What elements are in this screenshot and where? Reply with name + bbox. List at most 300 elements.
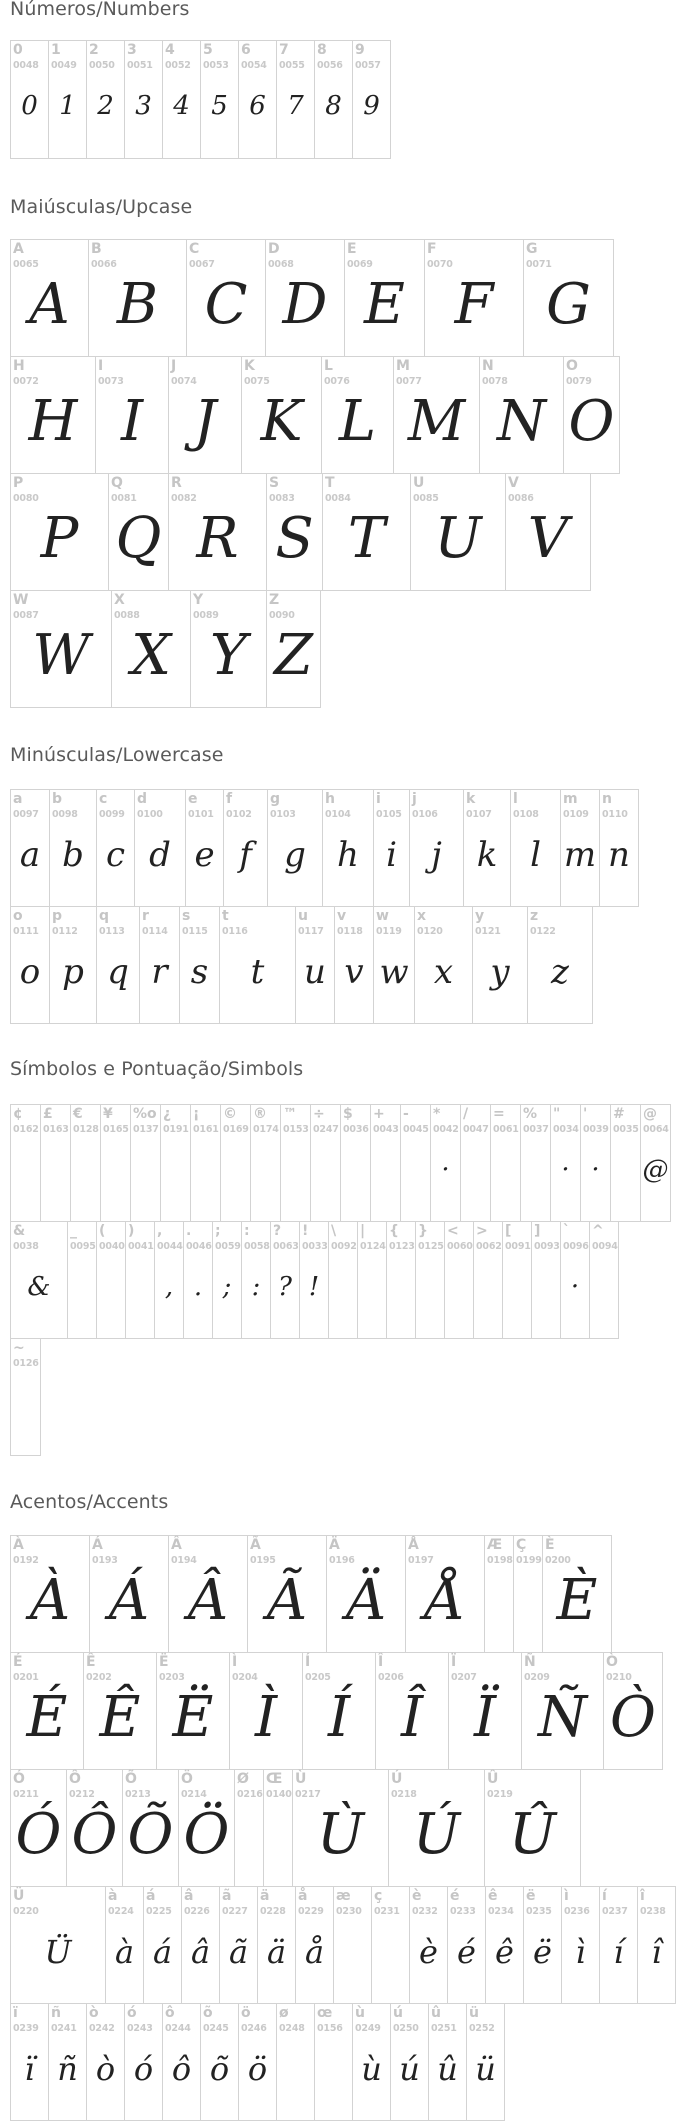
- glyph-sample: Ú: [412, 1802, 461, 1867]
- glyph-cell: [314, 40, 353, 159]
- glyph-char-label: €: [73, 1106, 83, 1122]
- glyph-char-label: a: [13, 791, 23, 807]
- glyph-char-label: f: [226, 791, 233, 807]
- glyph-char-label: ÷: [313, 1106, 325, 1122]
- glyph-char-label: *: [433, 1106, 441, 1122]
- glyph-sample: N: [497, 389, 546, 454]
- glyph-char-label: ê: [488, 1888, 498, 1904]
- glyph-code-label: 0098: [52, 809, 78, 820]
- glyph-cell: [276, 40, 315, 159]
- glyph-char-label: å: [298, 1888, 308, 1904]
- glyph-code-label: 0049: [51, 60, 77, 71]
- glyph-char-label: _: [70, 1223, 77, 1239]
- glyph-row: [10, 2004, 676, 2121]
- glyph-cell: [267, 789, 323, 907]
- glyph-char-label: n: [602, 791, 612, 807]
- glyph-char-label: Æ: [487, 1537, 503, 1553]
- glyph-char-label: À: [13, 1537, 24, 1553]
- glyph-sample: f: [239, 835, 252, 875]
- glyph-code-label: 0251: [431, 2023, 457, 2034]
- glyph-char-label: |: [360, 1223, 366, 1239]
- glyph-sample: á: [152, 1933, 173, 1971]
- glyph-char-label: 6: [241, 42, 251, 58]
- glyph-sample: q: [107, 952, 129, 992]
- glyph-cell: [563, 356, 620, 474]
- glyph-code-label: 0230: [336, 1906, 362, 1917]
- glyph-char-label: [: [505, 1223, 512, 1239]
- glyph-cell: [125, 1221, 155, 1339]
- glyph-code-label: 0220: [13, 1906, 39, 1917]
- glyph-char-label: 7: [279, 42, 289, 58]
- glyph-code-label: 0104: [325, 809, 351, 820]
- glyph-cell: [310, 1104, 341, 1222]
- glyph-sample: Ê: [99, 1685, 141, 1750]
- glyph-cell: [185, 789, 224, 907]
- glyph-code-label: 0211: [13, 1789, 39, 1800]
- glyph-sample: o: [19, 952, 41, 992]
- glyph-char-label: à: [108, 1888, 118, 1904]
- glyph-sample: p: [62, 952, 84, 992]
- glyph-char-label: (: [99, 1223, 106, 1239]
- glyph-sample: 4: [173, 91, 190, 121]
- glyph-sample: I: [120, 389, 144, 454]
- glyph-cell: [223, 789, 268, 907]
- glyph-sample: x: [433, 952, 454, 992]
- glyph-sample: M: [407, 389, 466, 454]
- glyph-char-label: I: [98, 358, 104, 374]
- glyph-code-label: 0231: [374, 1906, 400, 1917]
- glyph-cell: [344, 239, 425, 357]
- glyph-cell: [333, 1886, 372, 2004]
- glyph-cell: [513, 1535, 543, 1653]
- glyph-code-label: 0210: [606, 1672, 632, 1683]
- glyph-cell: [66, 1769, 123, 1887]
- glyph-sample: s: [190, 952, 209, 992]
- glyph-cell: [162, 40, 201, 159]
- glyph-code-label: 0216: [237, 1789, 263, 1800]
- glyph-sample: Å: [424, 1568, 466, 1633]
- glyph-cell: [122, 1769, 179, 1887]
- glyph-code-label: 0194: [171, 1555, 197, 1566]
- glyph-char-label: U: [413, 475, 425, 491]
- glyph-code-label: 0112: [52, 926, 78, 937]
- glyph-char-label: ö: [241, 2005, 251, 2021]
- glyph-cell: [280, 1104, 311, 1222]
- glyph-cell: [247, 1535, 327, 1653]
- glyph-row: [10, 1653, 676, 1770]
- glyph-cell: [10, 1652, 84, 1770]
- glyph-char-label: 1: [51, 42, 61, 58]
- glyph-char-label: ~: [13, 1340, 25, 1356]
- glyph-code-label: 0075: [244, 376, 270, 387]
- glyph-sample: R: [196, 506, 239, 571]
- glyph-code-label: 0092: [331, 1241, 357, 1252]
- glyph-sample: X: [131, 623, 171, 688]
- glyph-sample: ê: [495, 1933, 514, 1971]
- glyph-char-label: w: [376, 908, 389, 924]
- glyph-code-label: 0086: [508, 493, 534, 504]
- glyph-sample: ä: [266, 1933, 287, 1971]
- glyph-sample: T: [347, 506, 386, 571]
- glyph-cell: [130, 1104, 161, 1222]
- glyph-cell: [479, 356, 564, 474]
- glyph-char-label: ©: [223, 1106, 237, 1122]
- glyph-sample: ·: [591, 1155, 600, 1185]
- glyph-cell: [257, 1886, 296, 2004]
- glyph-code-label: 0097: [13, 809, 39, 820]
- glyph-sample: B: [116, 272, 159, 337]
- glyph-sample: 0: [21, 91, 38, 121]
- glyph-cell: [219, 906, 296, 1024]
- glyph-cell: [352, 40, 391, 159]
- glyph-cell: [490, 1104, 521, 1222]
- glyph-code-label: 0249: [355, 2023, 381, 2034]
- glyph-char-label: Í: [305, 1654, 311, 1670]
- glyph-char-label: ô: [165, 2005, 175, 2021]
- glyph-code-label: 0198: [487, 1555, 513, 1566]
- glyph-char-label: q: [99, 908, 110, 924]
- section-title-lowercase: Minúsculas/Lowercase: [10, 744, 224, 766]
- glyph-sample: Z: [274, 623, 313, 688]
- glyph-code-label: 0063: [273, 1241, 299, 1252]
- glyph-row: [10, 1339, 671, 1456]
- glyph-code-label: 0247: [313, 1124, 339, 1135]
- glyph-char-label: R: [171, 475, 182, 491]
- glyph-cell: [83, 1652, 157, 1770]
- glyph-cell: [105, 1886, 144, 2004]
- glyph-sample: 5: [211, 91, 228, 121]
- glyph-code-label: 0174: [253, 1124, 279, 1135]
- glyph-code-label: 0126: [13, 1358, 39, 1369]
- glyph-code-label: 0161: [193, 1124, 219, 1135]
- glyph-code-label: 0196: [329, 1555, 355, 1566]
- glyph-char-label: ;: [215, 1223, 221, 1239]
- glyph-cell: [322, 789, 374, 907]
- glyph-char-label: ": [553, 1106, 561, 1122]
- glyph-code-label: 0236: [564, 1906, 590, 1917]
- glyph-code-label: 0252: [469, 2023, 495, 2034]
- glyph-code-label: 0239: [13, 2023, 39, 2034]
- glyph-cell: [70, 1104, 101, 1222]
- glyph-code-label: 0156: [317, 2023, 343, 2034]
- glyph-char-label: 4: [165, 42, 175, 58]
- glyph-sample: 3: [135, 91, 152, 121]
- glyph-char-label: ¡: [193, 1106, 200, 1122]
- glyph-code-label: 0077: [396, 376, 422, 387]
- glyph-code-label: 0071: [526, 259, 552, 270]
- glyph-code-label: 0124: [360, 1241, 386, 1252]
- glyph-char-label: ™: [283, 1106, 297, 1122]
- glyph-sample: É: [26, 1685, 68, 1750]
- glyph-char-label: Ù: [295, 1771, 307, 1787]
- glyph-code-label: 0110: [602, 809, 628, 820]
- glyph-char-label: ^: [592, 1223, 604, 1239]
- glyph-char-label: j: [412, 791, 417, 807]
- glyph-cell: [340, 1104, 371, 1222]
- glyph-cell: [375, 1652, 449, 1770]
- glyph-cell: [485, 1886, 524, 2004]
- glyph-cell: [473, 1221, 503, 1339]
- glyph-sample: ü: [475, 2050, 496, 2088]
- glyph-code-label: 0093: [534, 1241, 560, 1252]
- glyph-char-label: Ë: [159, 1654, 169, 1670]
- glyph-cell: [393, 356, 480, 474]
- glyph-code-label: 0197: [408, 1555, 434, 1566]
- glyph-char-label: Z: [269, 592, 280, 608]
- glyph-char-label: Å: [408, 1537, 419, 1553]
- glyph-char-label: è: [412, 1888, 422, 1904]
- glyph-cell: [186, 239, 266, 357]
- glyph-char-label: D: [268, 241, 280, 257]
- glyph-char-label: v: [337, 908, 347, 924]
- glyph-row: [10, 789, 639, 907]
- glyph-char-label: Ç: [516, 1537, 527, 1553]
- glyph-char-label: %o: [133, 1106, 157, 1122]
- glyph-code-label: 0244: [165, 2023, 191, 2034]
- glyph-sample: é: [457, 1933, 476, 1971]
- glyph-sample: v: [344, 952, 364, 992]
- glyph-char-label: C: [189, 241, 200, 257]
- glyph-char-label: ¥: [103, 1106, 113, 1122]
- glyph-cell: [154, 1221, 184, 1339]
- glyph-sample: W: [32, 623, 90, 688]
- glyph-char-label: ?: [273, 1223, 282, 1239]
- glyph-cell: [10, 1886, 106, 2004]
- glyph-code-label: 0060: [447, 1241, 473, 1252]
- glyph-char-label: e: [188, 791, 198, 807]
- glyph-sample: à: [114, 1933, 135, 1971]
- glyph-code-label: 0114: [142, 926, 168, 937]
- glyph-row: [10, 357, 620, 474]
- glyph-code-label: 0200: [545, 1555, 571, 1566]
- glyph-cell: [542, 1535, 612, 1653]
- glyph-code-label: 0125: [418, 1241, 444, 1252]
- glyph-sample: û: [437, 2050, 458, 2088]
- glyph-sample: Ì: [254, 1685, 278, 1750]
- glyph-sample: j: [431, 835, 442, 875]
- glyph-code-label: 0218: [391, 1789, 417, 1800]
- glyph-cell: [415, 1221, 445, 1339]
- glyph-cell: [162, 2003, 201, 2121]
- glyph-cell: [373, 789, 410, 907]
- glyph-cell: [10, 590, 112, 708]
- glyph-cell: [88, 239, 187, 357]
- symbols-grid: [10, 1104, 671, 1456]
- glyph-sample: u: [304, 952, 326, 992]
- glyph-char-label: Û: [487, 1771, 499, 1787]
- glyph-code-label: 0061: [493, 1124, 519, 1135]
- glyph-char-label: }: [418, 1223, 428, 1239]
- glyph-code-label: 0243: [127, 2023, 153, 2034]
- glyph-sample: ,: [164, 1272, 174, 1302]
- glyph-code-label: 0250: [393, 2023, 419, 2034]
- glyph-cell: [178, 1769, 235, 1887]
- glyph-cell: [10, 1338, 41, 1456]
- glyph-code-label: 0090: [269, 610, 295, 621]
- glyph-code-label: 0066: [91, 259, 117, 270]
- glyph-char-label: T: [325, 475, 335, 491]
- glyph-char-label: k: [466, 791, 476, 807]
- glyph-cell: [326, 1535, 406, 1653]
- glyph-char-label: ù: [355, 2005, 365, 2021]
- glyph-cell: [314, 2003, 353, 2121]
- glyph-cell: [523, 239, 614, 357]
- glyph-sample: Â: [187, 1568, 229, 1633]
- glyph-char-label: Õ: [125, 1771, 137, 1787]
- glyph-cell: [444, 1221, 474, 1339]
- glyph-code-label: 0057: [355, 60, 381, 71]
- glyph-char-label: í: [602, 1888, 607, 1904]
- glyph-char-label: õ: [203, 2005, 213, 2021]
- glyph-sample: è: [419, 1933, 438, 1971]
- section-title-accents: Acentos/Accents: [10, 1491, 169, 1513]
- glyph-code-label: 0081: [111, 493, 137, 504]
- glyph-cell: [229, 1652, 303, 1770]
- glyph-code-label: 0042: [433, 1124, 459, 1135]
- glyph-sample: l: [530, 835, 541, 875]
- glyph-cell: [100, 1104, 131, 1222]
- glyph-sample: k: [476, 835, 498, 875]
- glyph-cell: [610, 1104, 641, 1222]
- glyph-code-label: 0195: [250, 1555, 276, 1566]
- glyph-char-label: È: [545, 1537, 555, 1553]
- glyph-char-label: J: [171, 358, 177, 374]
- glyph-sample: m: [563, 835, 597, 875]
- glyph-code-label: 0108: [513, 809, 539, 820]
- glyph-cell: [388, 1769, 485, 1887]
- glyph-char-label: £: [43, 1106, 53, 1122]
- glyph-code-label: 0120: [417, 926, 443, 937]
- glyph-cell: [10, 473, 109, 591]
- glyph-code-label: 0083: [269, 493, 295, 504]
- glyph-cell: [108, 473, 169, 591]
- glyph-char-label: 5: [203, 42, 213, 58]
- glyph-row: [10, 1887, 676, 2004]
- glyph-sample: Q: [115, 506, 162, 571]
- glyph-cell: [190, 1104, 221, 1222]
- glyph-code-label: 0055: [279, 60, 305, 71]
- glyph-char-label: y: [475, 908, 485, 924]
- glyph-sample: Ä: [345, 1568, 387, 1633]
- glyph-sample: y: [490, 952, 510, 992]
- glyph-code-label: 0111: [13, 926, 39, 937]
- glyph-char-label: G: [526, 241, 538, 257]
- glyph-code-label: 0234: [488, 1906, 514, 1917]
- lowercase-grid: [10, 789, 639, 1024]
- glyph-sample: 2: [97, 91, 114, 121]
- glyph-cell: [357, 1221, 387, 1339]
- glyph-sample: â: [190, 1933, 211, 1971]
- glyph-cell: [371, 1886, 410, 2004]
- glyph-cell: [111, 590, 191, 708]
- glyph-cell: [589, 1221, 619, 1339]
- glyph-cell: [263, 1769, 293, 1887]
- glyph-char-label: ¢: [13, 1106, 23, 1122]
- glyph-cell: [405, 1535, 485, 1653]
- glyph-cell: [484, 1535, 514, 1653]
- glyph-sample: Î: [400, 1685, 424, 1750]
- glyph-code-label: 0118: [337, 926, 363, 937]
- glyph-sample: î: [651, 1933, 662, 1971]
- glyph-char-label: l: [513, 791, 518, 807]
- glyph-char-label: ': [583, 1106, 588, 1122]
- section-title-numbers: Números/Numbers: [10, 0, 190, 20]
- glyph-code-label: 0053: [203, 60, 229, 71]
- glyph-code-label: 0242: [89, 2023, 115, 2034]
- glyph-code-label: 0229: [298, 1906, 324, 1917]
- glyph-char-label: X: [114, 592, 125, 608]
- glyph-cell: [321, 356, 394, 474]
- glyph-cell: [10, 356, 96, 474]
- glyph-code-label: 0102: [226, 809, 252, 820]
- glyph-char-label: 2: [89, 42, 99, 58]
- glyph-char-label: r: [142, 908, 149, 924]
- glyph-sample: ì: [575, 1933, 586, 1971]
- glyph-sample: ·: [561, 1155, 570, 1185]
- glyph-cell: [599, 789, 639, 907]
- glyph-sample: ;: [222, 1272, 232, 1302]
- glyph-cell: [48, 2003, 87, 2121]
- glyph-cell: [295, 1886, 334, 2004]
- glyph-char-label: p: [52, 908, 63, 924]
- glyph-cell: [266, 590, 321, 708]
- glyph-char-label: Ê: [86, 1654, 96, 1670]
- glyph-cell: [430, 1104, 461, 1222]
- glyph-sample: c: [105, 835, 126, 875]
- glyph-sample: 8: [325, 91, 342, 121]
- glyph-code-label: 0137: [133, 1124, 159, 1135]
- glyph-char-label: `: [563, 1223, 570, 1239]
- glyph-sample: ñ: [57, 2050, 78, 2088]
- glyph-row: [10, 239, 620, 357]
- glyph-char-label: Ö: [181, 1771, 193, 1787]
- glyph-char-label: Ú: [391, 1771, 403, 1787]
- glyph-code-label: 0202: [86, 1672, 112, 1683]
- glyph-char-label: æ: [336, 1888, 351, 1904]
- glyph-row: [10, 907, 639, 1024]
- glyph-code-label: 0038: [13, 1241, 39, 1252]
- glyph-char-label: 9: [355, 42, 365, 58]
- glyph-cell: [599, 1886, 638, 2004]
- glyph-char-label: û: [431, 2005, 441, 2021]
- glyph-char-label: m: [563, 791, 578, 807]
- glyph-char-label: Ü: [13, 1888, 25, 1904]
- glyph-cell: [10, 40, 49, 159]
- glyph-sample: í: [613, 1933, 624, 1971]
- glyph-row: [10, 1222, 671, 1339]
- glyph-code-label: 0193: [92, 1555, 118, 1566]
- glyph-char-label: :: [244, 1223, 250, 1239]
- glyph-sample: A: [29, 272, 70, 337]
- glyph-char-label: o: [13, 908, 23, 924]
- glyph-sample: ù: [361, 2050, 382, 2088]
- glyph-code-label: 0103: [270, 809, 296, 820]
- glyph-char-label: d: [137, 791, 148, 807]
- glyph-sample: À: [29, 1568, 71, 1633]
- glyph-code-label: 0073: [98, 376, 124, 387]
- glyph-char-label: h: [325, 791, 335, 807]
- glyph-cell: [370, 1104, 401, 1222]
- glyph-code-label: 0227: [222, 1906, 248, 1917]
- glyph-char-label: %: [523, 1106, 538, 1122]
- glyph-cell: [181, 1886, 220, 2004]
- glyph-cell: [447, 1886, 486, 2004]
- glyph-char-label: t: [222, 908, 229, 924]
- glyph-char-label: S: [269, 475, 280, 491]
- glyph-sample: Ö: [183, 1802, 230, 1867]
- glyph-code-label: 0209: [524, 1672, 550, 1683]
- glyph-cell: [527, 906, 593, 1024]
